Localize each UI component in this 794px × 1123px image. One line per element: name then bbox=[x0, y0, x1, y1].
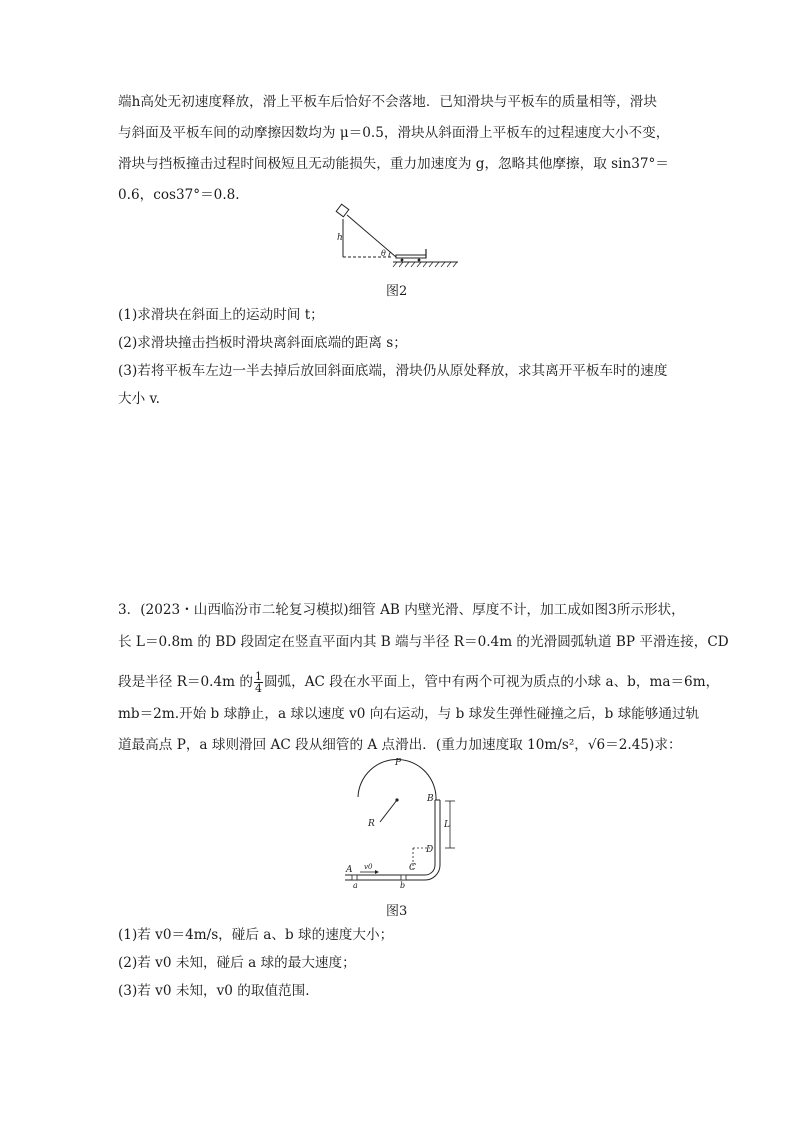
figure-2-caption: 图2 bbox=[386, 284, 408, 299]
label-r: R bbox=[368, 819, 375, 829]
fraction-numerator: 1 bbox=[254, 670, 262, 683]
p2-question-3-cont: 大小 v. bbox=[118, 391, 160, 407]
label-theta: θ bbox=[381, 249, 386, 258]
figure-3-caption: 图3 bbox=[386, 904, 408, 919]
p2-line-1: 端h高处无初速度释放，滑上平板车后恰好不会落地．已知滑块与平板车的质量相等，滑块 bbox=[118, 94, 657, 110]
p2-question-3: (3)若将平板车左边一半去掉后放回斜面底端，滑块仍从原处释放，求其离开平板车时的速度 bbox=[118, 363, 668, 379]
p3-line-4: mb＝2m.开始 b 球静止，a 球以速度 v0 向右运动，与 b 球发生弹性碰撞之后，b 球能够通过轨 bbox=[118, 706, 700, 722]
p3-question-3: (3)若 v0 未知，v0 的取值范围. bbox=[118, 983, 310, 999]
arc-center bbox=[395, 798, 398, 801]
ball-b bbox=[401, 875, 406, 880]
p2-line-2: 与斜面及平板车间的动摩擦因数均为 μ＝0.5，滑块从斜面滑上平板车的过程速度大小不变， bbox=[118, 125, 670, 141]
tube-outer-wall bbox=[345, 800, 440, 880]
label-d: D bbox=[426, 845, 434, 855]
p3-question-2: (2)若 v0 未知，碰后 a 球的最大速度； bbox=[118, 955, 356, 971]
p2-line-3: 滑块与挡板撞击过程时间极短且无动能损失，重力加速度为 g，忽略其他摩擦，取 sin37°＝ bbox=[118, 156, 669, 172]
fraction-denominator: 4 bbox=[254, 682, 262, 695]
p2-question-1: (1)求滑块在斜面上的运动时间 t； bbox=[118, 307, 324, 323]
radius-line bbox=[380, 800, 397, 822]
label-ball-b: b bbox=[400, 881, 406, 890]
label-ball-a: a bbox=[353, 881, 358, 890]
label-c: C bbox=[409, 863, 416, 873]
label-b-end: B bbox=[427, 794, 434, 804]
label-h: h bbox=[337, 233, 343, 243]
p3-line-1: 3．(2023・山西临汾市二轮复习模拟)细管 AB 内壁光滑、厚度不计，加工成如图3所示形状， bbox=[118, 602, 685, 618]
label-a-end: A bbox=[346, 865, 353, 875]
p3-line-5: 道最高点 P，a 球则滑回 AC 段从细管的 A 点滑出．(重力加速度取 10m/s²，√6＝2.45)求： bbox=[118, 737, 682, 753]
tube-inner-wall bbox=[345, 800, 435, 875]
label-v0: v0 bbox=[364, 863, 373, 871]
p3-line-3-start: 段是半径 R＝0.4m 的 bbox=[118, 674, 253, 690]
ball-a bbox=[352, 875, 357, 880]
p2-question-2: (2)求滑块撞击挡板时滑块离斜面底端的距离 s； bbox=[118, 335, 407, 351]
p2-line-4: 0.6，cos37°＝0.8. bbox=[118, 187, 240, 203]
label-l: L bbox=[444, 820, 450, 830]
p3-line-3-end: 圆弧，AC 段在水平面上，管中有两个可视为质点的小球 a、b，ma＝6m， bbox=[263, 674, 720, 690]
velocity-arrowhead bbox=[375, 870, 379, 874]
p3-question-1: (1)若 v0＝4m/s，碰后 a、b 球的速度大小； bbox=[118, 927, 394, 943]
label-p: P bbox=[395, 758, 402, 768]
p3-line-2: 长 L＝0.8m 的 BD 段固定在竖直平面内其 B 端与半径 R＝0.4m 的光滑圆弧轨道 BP 平滑连接，CD bbox=[118, 634, 729, 650]
